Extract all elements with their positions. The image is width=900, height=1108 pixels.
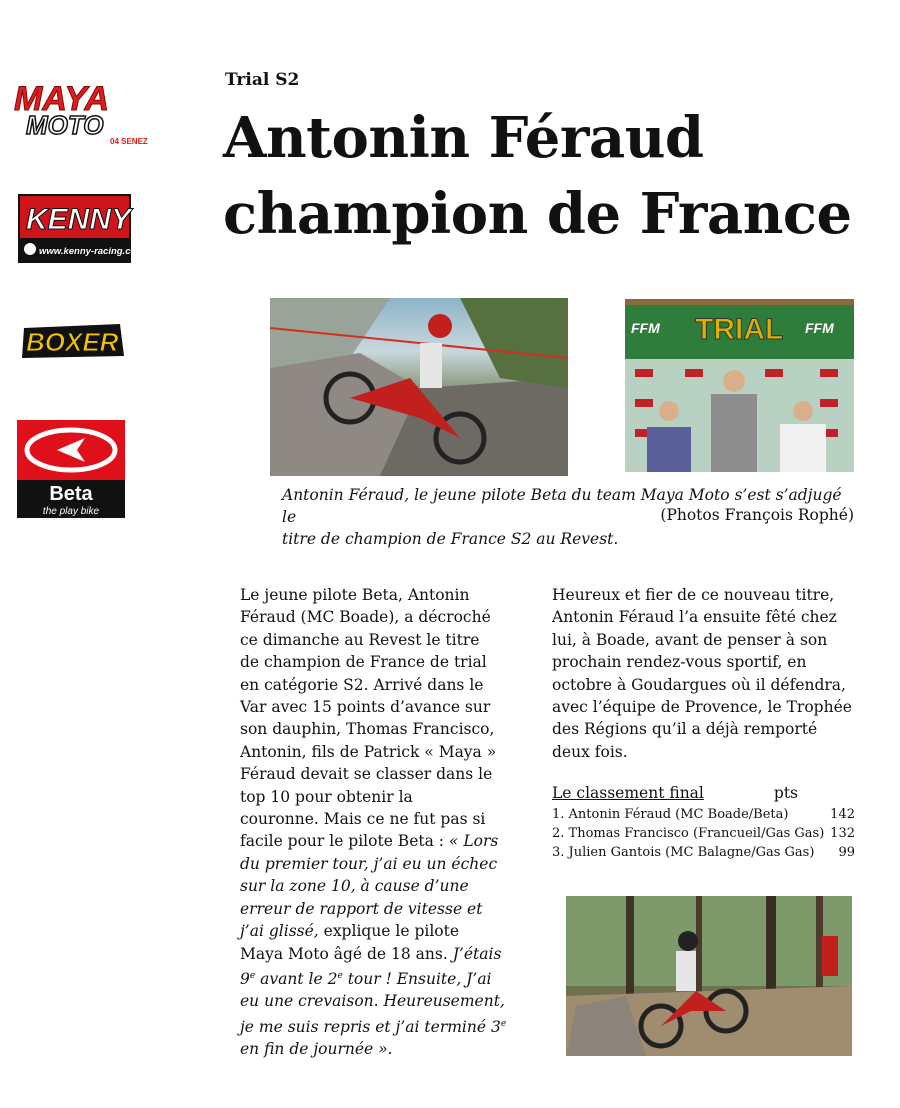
- headline-line-2: champion de France: [223, 181, 852, 247]
- body-line: Antonin Féraud l’a ensuite fêté chez: [552, 608, 837, 627]
- beta-logo-text: Beta: [49, 483, 93, 505]
- ranking-points: 99: [838, 845, 855, 860]
- body-line: son dauphin, Thomas Francisco,: [240, 720, 495, 739]
- body-line: [240, 965, 510, 991]
- quote-text: eu une crevaison. Heureusement,: [240, 992, 505, 1011]
- caption-line-1: Antonin Féraud, le jeune pilote Beta du team Maya Moto s’est s’adjugé le: [282, 486, 842, 526]
- body-line: Féraud devait se classer dans le: [240, 765, 493, 784]
- article-body-left: [240, 584, 510, 1061]
- ranking-points: 132: [830, 826, 855, 841]
- ranking-title: [552, 784, 798, 802]
- body-text: facile pour le pilote Beta :: [240, 832, 449, 851]
- quote-text: en fin de journée ».: [240, 1040, 393, 1059]
- article-body-right: [552, 584, 862, 763]
- body-line: Féraud (MC Boade), a décroché: [240, 608, 491, 627]
- superscript: e: [249, 970, 256, 981]
- body-line: de champion de France de trial: [240, 653, 487, 672]
- beta-tagline: the play bike: [42, 506, 100, 517]
- body-text: Maya Moto âgé de 18 ans.: [240, 944, 453, 963]
- body-line: [240, 943, 510, 965]
- beta-logo: [17, 420, 125, 518]
- body-text: explique le pilote: [318, 922, 460, 941]
- body-line: octobre à Goudargues où il défendra,: [552, 675, 846, 694]
- moto-logo-text: MOTO: [26, 110, 104, 140]
- body-line: couronne. Mais ce ne fut pas si: [240, 810, 486, 829]
- ranking-row: [552, 825, 855, 843]
- senez-logo-text: 04 SENEZ: [110, 137, 148, 146]
- body-line: [240, 1013, 510, 1039]
- headline-line-1: Antonin Féraud: [223, 105, 704, 171]
- body-line: [240, 853, 510, 875]
- body-line: prochain rendez-vous sportif, en: [552, 653, 807, 672]
- superscript: e: [500, 1018, 507, 1029]
- body-line: top 10 pour obtenir la: [240, 787, 413, 806]
- body-line: Heureux et fier de ce nouveau titre,: [552, 586, 835, 604]
- quote-text: j’ai glissé,: [240, 922, 319, 941]
- ranking-rider: 3. Julien Gantois (MC Balagne/Gas Gas): [552, 845, 815, 860]
- ffm-logo-left: FFM: [631, 320, 660, 336]
- ranking-pts-header: pts: [773, 784, 798, 802]
- rider-on-rocks-photo: [270, 298, 568, 476]
- ffm-logo-right: FFM: [805, 320, 834, 336]
- body-line: deux fois.: [552, 742, 628, 761]
- body-line: [240, 875, 510, 897]
- podium-photo: [625, 299, 854, 472]
- article-kicker: Trial S2: [225, 70, 300, 90]
- ranking-points: 142: [830, 807, 855, 822]
- boxer-logo: [20, 320, 126, 362]
- caption-line-2: titre de champion de France S2 au Revest.: [282, 530, 619, 548]
- kenny-k-icon: [24, 243, 36, 255]
- quote-text: avant le 2: [255, 970, 338, 989]
- kenny-logo-text: KENNY: [26, 203, 132, 236]
- maya-logo-text: MAYA: [14, 80, 110, 118]
- body-line: [240, 990, 510, 1012]
- quote-text: je me suis repris et j’ai terminé 3: [240, 1018, 501, 1037]
- body-line: lui, à Boade, avant de penser à son: [552, 630, 828, 649]
- quote-text: « Lors: [448, 832, 499, 851]
- body-line: [240, 898, 510, 920]
- superscript: e: [337, 970, 343, 981]
- body-line: Var avec 15 points d’avance sur: [240, 698, 491, 717]
- quote-text: tour ! Ensuite, J’ai: [342, 970, 492, 989]
- trial-banner-text: TRIAL: [695, 313, 784, 346]
- quote-text: du premier tour, j’ai eu un échec: [240, 854, 498, 873]
- photo-credit: (Photos François Rophé): [660, 506, 854, 524]
- body-line: [240, 1038, 510, 1060]
- body-line: Le jeune pilote Beta, Antonin: [240, 586, 470, 604]
- ranking-row: [552, 844, 855, 862]
- ranking-title-text: Le classement final: [552, 784, 704, 802]
- body-line: des Régions qu’il a déjà remporté: [552, 720, 818, 739]
- boxer-logo-text: BOXER: [26, 327, 119, 357]
- rider-in-forest-photo: [566, 896, 852, 1056]
- quote-text: erreur de rapport de vitesse et: [240, 899, 483, 918]
- body-line: Antonin, fils de Patrick « Maya »: [240, 742, 497, 761]
- quote-text: J’étais: [452, 944, 502, 963]
- quote-text: sur la zone 10, à cause d’une: [240, 877, 469, 896]
- maya-moto-logo: [12, 80, 154, 146]
- article-headline: [223, 100, 883, 252]
- kenny-logo: [18, 194, 145, 263]
- kenny-url-text: www.kenny-racing.com: [39, 246, 145, 257]
- body-line: [240, 920, 510, 942]
- quote-text: 9: [240, 970, 250, 989]
- ranking-row: [552, 806, 855, 824]
- body-line: en catégorie S2. Arrivé dans le: [240, 675, 484, 694]
- body-line: [240, 830, 510, 852]
- body-line: ce dimanche au Revest le titre: [240, 630, 480, 649]
- ranking-rider: 1. Antonin Féraud (MC Boade/Beta): [552, 807, 789, 822]
- body-line: avec l’équipe de Provence, le Trophée: [552, 698, 852, 717]
- ranking-rider: 2. Thomas Francisco (Francueil/Gas Gas): [552, 826, 825, 841]
